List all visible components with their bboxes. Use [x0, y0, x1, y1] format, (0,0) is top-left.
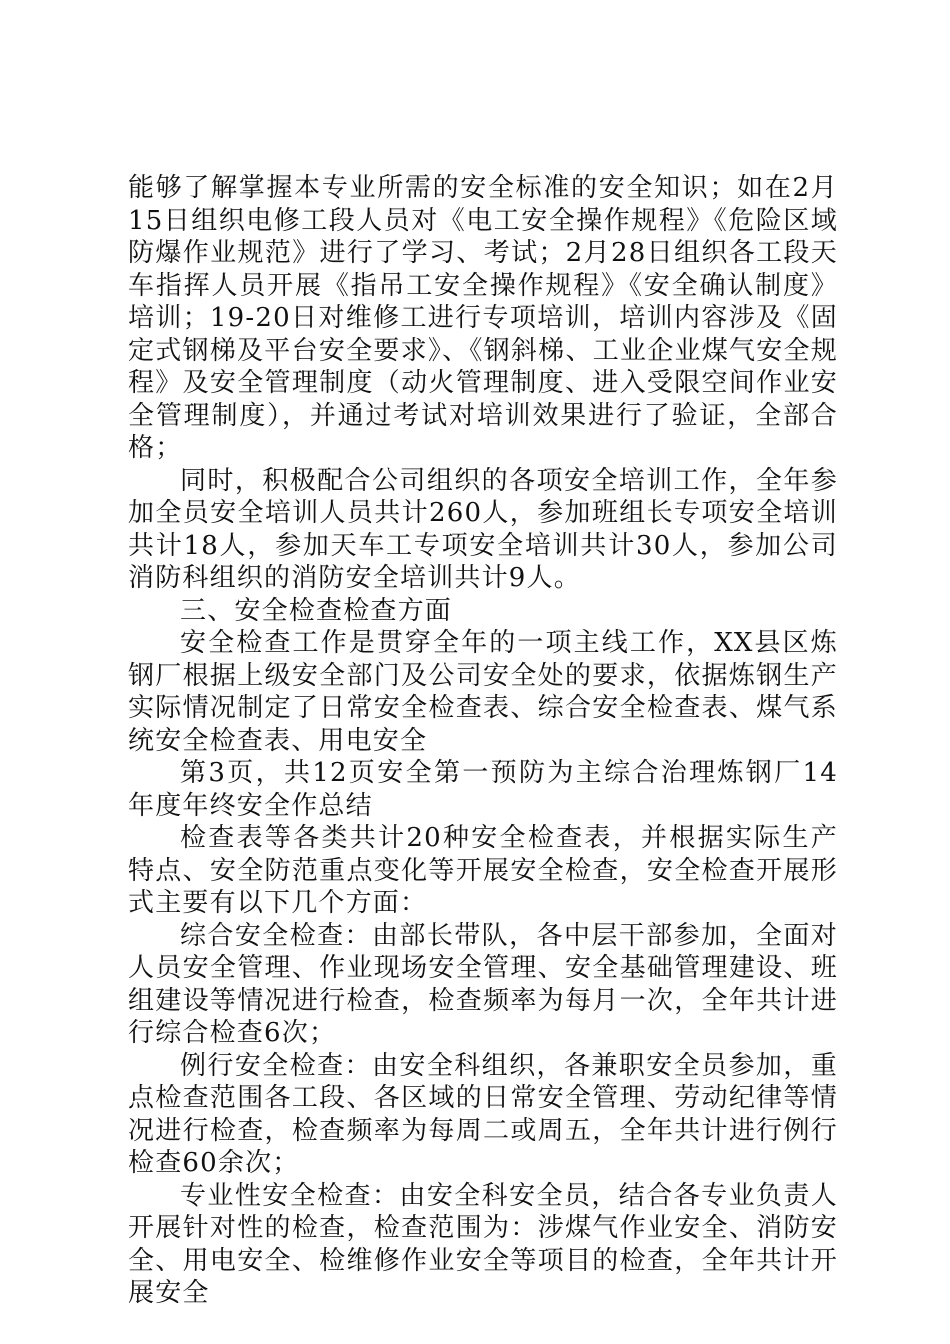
paragraph-inspection-intro: 安全检查工作是贯穿全年的一项主线工作，XX县区炼钢厂根据上级安全部门及公司安全处的要求，依据炼钢生产实际情况制定了日常安全检查表、综合安全检查表、煤气系统安全检查表、用电安全: [128, 628, 838, 756]
document-body: [128, 172, 838, 1310]
paragraph-training-participation: 同时，积极配合公司组织的各项安全培训工作，全年参加全员安全培训人员共计260人，参加班组长专项安全培训共计18人，参加天车工专项安全培训共计30人，参加公司消防科组织的消防安全培训共计9人。: [128, 465, 838, 593]
paragraph-routine-inspection: 例行安全检查：由安全科组织，各兼职安全员参加，重点检查范围各工段、各区域的日常安全管理、劳动纪律等情况进行检查，检查频率为每周二或周五，全年共计进行例行检查60余次；: [128, 1050, 838, 1178]
paragraph-comprehensive-inspection: 综合安全检查：由部长带队，各中层干部参加，全面对人员安全管理、作业现场安全管理、安全基础管理建设、班组建设等情况进行检查，检查频率为每月一次，全年共计进行综合检查6次；: [128, 920, 838, 1048]
paragraph-page-footer-line: 第3页，共12页安全第一预防为主综合治理炼钢厂14年度年终安全作总结: [128, 758, 838, 821]
paragraph-inspection-forms: 检查表等各类共计20种安全检查表，并根据实际生产特点、安全防范重点变化等开展安全检查，安全检查开展形式主要有以下几个方面：: [128, 823, 838, 918]
section-heading-safety-inspection: 三、安全检查检查方面: [180, 595, 453, 626]
paragraph-training-details: 能够了解掌握本专业所需的安全标准的安全知识；如在2月15日组织电修工段人员对《电工安全操作规程》《危险区域防爆作业规范》进行了学习、考试；2月28日组织各工段天车指挥人员开展《指吊工安全操作规程》《安全确认制度》培训；19-20日对维修工进行专项培训，培训内容涉及《固定式钢梯及平台安全要求》、《钢斜梯、工业企业煤气安全规程》及安全管理制度（动火管理制度、进入受限空间作业安全管理制度），并通过考试对培训效果进行了验证，全部合格；: [128, 173, 838, 463]
paragraph-specialized-inspection: 专业性安全检查：由安全科安全员，结合各专业负责人开展针对性的检查，检查范围为：涉煤气作业安全、消防安全、用电安全、检维修作业安全等项目的检查，全年共计开展安全: [128, 1180, 838, 1308]
